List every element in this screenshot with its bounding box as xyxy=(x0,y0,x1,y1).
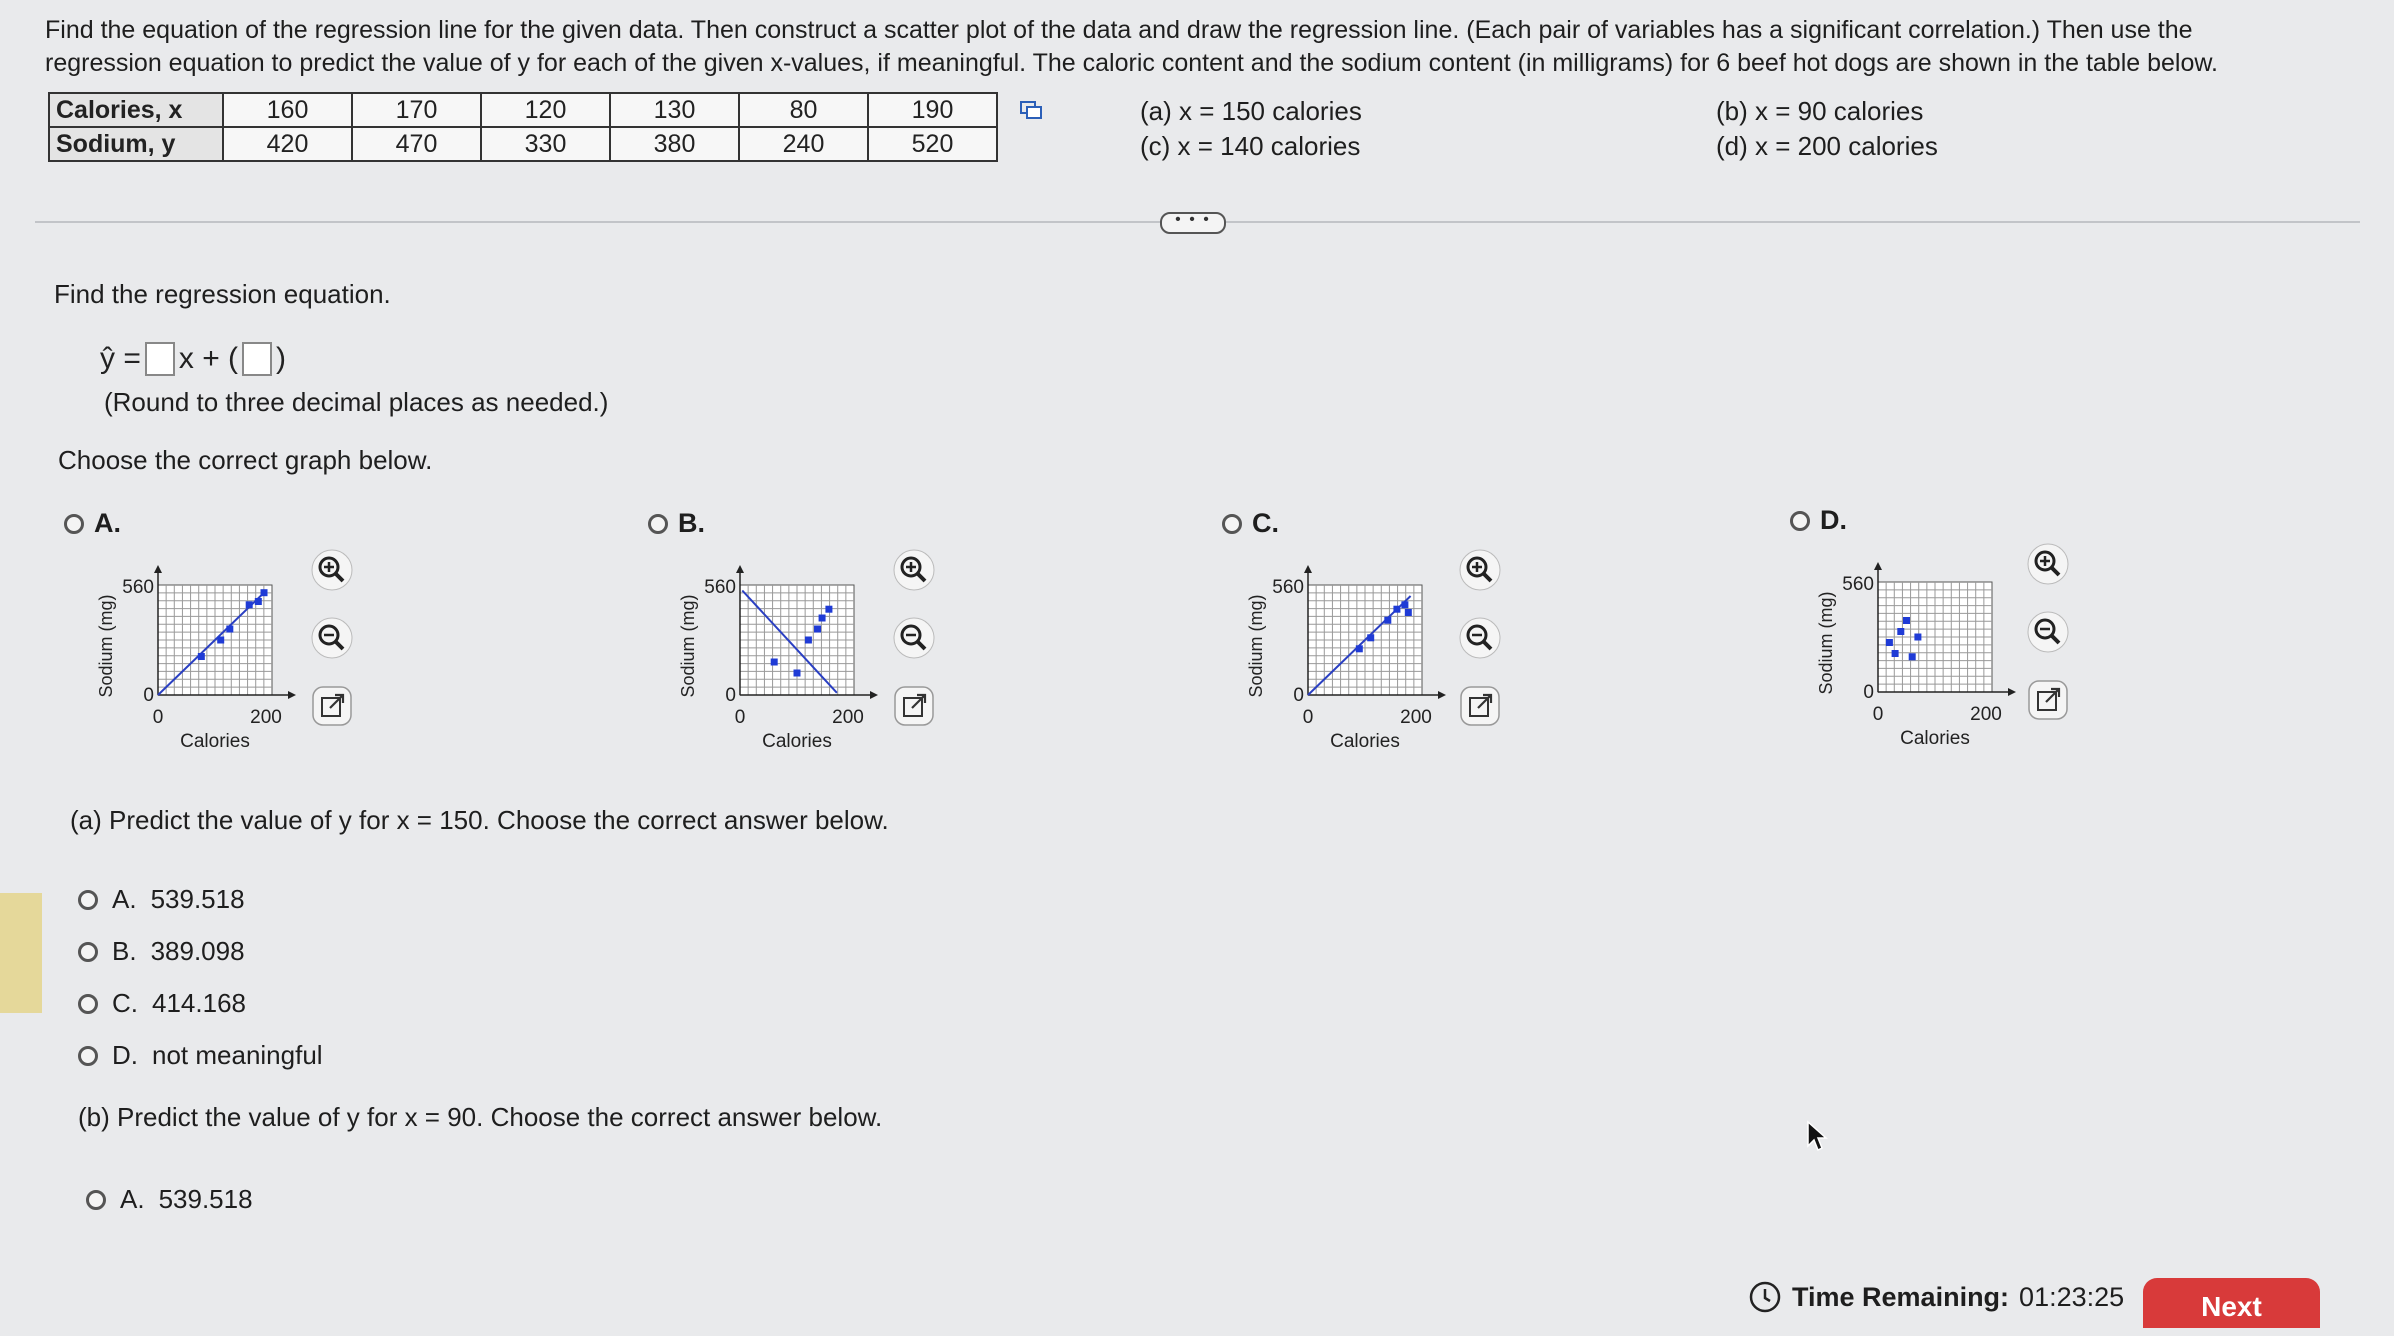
x-axis-label: Calories xyxy=(1330,731,1400,752)
x-tick-label: 200 xyxy=(832,707,864,728)
y-origin-label: 0 xyxy=(1863,682,1874,703)
yhat-label: ŷ = xyxy=(100,342,141,375)
part-a-text: (a) x = 150 calories xyxy=(1140,96,1362,126)
table-cell: 470 xyxy=(352,127,481,161)
data-point xyxy=(1384,617,1391,624)
table-cell: 120 xyxy=(481,93,610,127)
answer-a-option-b[interactable] xyxy=(78,936,245,967)
option-letter: A. xyxy=(120,1184,145,1214)
table-cell: 420 xyxy=(223,127,352,161)
y-axis-label: Sodium (mg) xyxy=(678,594,698,698)
data-point xyxy=(1914,634,1921,641)
timer xyxy=(1748,1280,2124,1314)
data-point xyxy=(1903,617,1910,624)
table-cell: 160 xyxy=(223,93,352,127)
question-a-prompt: (a) Predict the value of y for x = 150. Choose the correct answer below. xyxy=(70,805,889,835)
zoom-out-icon[interactable] xyxy=(2026,610,2070,654)
x-tick-label: 200 xyxy=(250,707,282,728)
y-axis-label: Sodium (mg) xyxy=(96,594,116,698)
slope-input[interactable] xyxy=(145,342,175,376)
problem-statement xyxy=(45,14,2345,80)
mouse-cursor-icon xyxy=(1806,1120,1828,1152)
x-tick-label: 200 xyxy=(1970,704,2002,725)
data-table xyxy=(48,92,998,162)
question-b-prompt: (b) Predict the value of y for x = 90. Choose the correct answer below. xyxy=(78,1102,883,1132)
option-letter: A. xyxy=(94,508,121,538)
table-cell: 520 xyxy=(868,127,997,161)
data-point xyxy=(246,601,253,608)
problem-line-1: Find the equation of the regression line for the given data. Then construct a scatter plot of the data and draw the regression line. (Each pair of variables has a significant correlation.) Then use the xyxy=(45,16,2193,44)
x-origin-label: 0 xyxy=(734,707,746,728)
data-point xyxy=(771,659,778,666)
data-point xyxy=(819,615,826,622)
table-row xyxy=(49,93,997,127)
table-cell: 130 xyxy=(610,93,739,127)
data-point xyxy=(814,626,821,633)
graph-option-3[interactable] xyxy=(1222,508,1279,539)
data-point xyxy=(1356,645,1363,652)
radio-button[interactable] xyxy=(1222,514,1242,534)
radio-button[interactable] xyxy=(1790,511,1810,531)
regression-prompt: Find the regression equation. xyxy=(54,279,391,309)
radio-button[interactable] xyxy=(64,514,84,534)
x-origin-label: 0 xyxy=(152,707,164,728)
y-tick-label: 560 xyxy=(704,577,736,598)
side-tab xyxy=(0,893,42,1013)
zoom-out-icon[interactable] xyxy=(310,616,354,660)
radio-button[interactable] xyxy=(78,1046,98,1066)
data-point xyxy=(198,653,205,660)
answer-b-option-a[interactable] xyxy=(86,1184,253,1215)
expand-more-button[interactable]: • • • xyxy=(1160,212,1226,234)
answer-a-option-c[interactable] xyxy=(78,988,246,1019)
scatter-plot-4 xyxy=(1806,552,2036,752)
y-tick-label: 560 xyxy=(1842,574,1874,595)
y-header: Sodium, y xyxy=(49,127,223,161)
copy-table-icon[interactable] xyxy=(1020,101,1042,119)
zoom-in-icon[interactable] xyxy=(1458,548,1502,592)
x-origin-label: 0 xyxy=(1872,704,1884,725)
radio-button[interactable] xyxy=(78,994,98,1014)
zoom-in-icon[interactable] xyxy=(310,548,354,592)
data-point xyxy=(226,626,233,633)
table-cell: 330 xyxy=(481,127,610,161)
scatter-plot-2 xyxy=(668,555,898,755)
data-point xyxy=(1405,609,1412,616)
data-point xyxy=(1897,628,1904,635)
option-letter: B. xyxy=(112,936,137,966)
table-cell: 190 xyxy=(868,93,997,127)
data-point xyxy=(1367,634,1374,641)
option-letter: D. xyxy=(112,1040,138,1070)
x-axis-label: Calories xyxy=(1900,728,1970,749)
part-c-text: (c) x = 140 calories xyxy=(1140,131,1361,161)
option-letter: B. xyxy=(678,508,705,538)
part-d-text: (d) x = 200 calories xyxy=(1716,131,1938,161)
y-axis-label: Sodium (mg) xyxy=(1246,594,1266,698)
close-paren: ) xyxy=(276,342,287,375)
data-point xyxy=(1393,606,1400,613)
graph-option-4[interactable] xyxy=(1790,505,1847,536)
data-point xyxy=(794,670,801,677)
table-cell: 380 xyxy=(610,127,739,161)
timer-label: Time Remaining: xyxy=(1792,1281,2010,1312)
option-value: 539.518 xyxy=(150,884,245,914)
round-note: (Round to three decimal places as needed.) xyxy=(104,387,609,417)
option-letter: D. xyxy=(1820,505,1847,535)
zoom-in-icon[interactable] xyxy=(2026,542,2070,586)
problem-line-2: regression equation to predict the value of y for each of the given x-values, if meaningful. The caloric content and the sodium content (in milligrams) for 6 beef hot dogs are shown in the table below. xyxy=(45,49,2218,77)
open-external-icon[interactable] xyxy=(2026,678,2070,722)
scatter-plot-1 xyxy=(86,555,316,755)
radio-button[interactable] xyxy=(78,942,98,962)
radio-button[interactable] xyxy=(86,1190,106,1210)
next-button[interactable]: Next xyxy=(2143,1278,2320,1328)
option-value: 539.518 xyxy=(158,1184,253,1214)
graph-option-2[interactable] xyxy=(648,508,705,539)
regression-equation xyxy=(100,342,286,376)
y-axis-label: Sodium (mg) xyxy=(1816,591,1836,695)
open-external-icon[interactable] xyxy=(892,684,936,728)
intercept-input[interactable] xyxy=(242,342,272,376)
x-axis-label: Calories xyxy=(762,731,832,752)
option-letter: C. xyxy=(1252,508,1279,538)
x-tick-label: 200 xyxy=(1400,707,1432,728)
data-point xyxy=(1909,653,1916,660)
radio-button[interactable] xyxy=(78,890,98,910)
scatter-plot-3 xyxy=(1236,555,1466,755)
data-point xyxy=(1892,650,1899,657)
clock-icon xyxy=(1748,1280,1782,1314)
table-row xyxy=(49,127,997,161)
x-plus-label: x + ( xyxy=(178,342,239,375)
zoom-out-icon[interactable] xyxy=(892,616,936,660)
option-value: 389.098 xyxy=(150,936,245,966)
zoom-in-icon[interactable] xyxy=(892,548,936,592)
x-axis-label: Calories xyxy=(180,731,250,752)
y-origin-label: 0 xyxy=(725,685,736,706)
answer-a-option-d[interactable] xyxy=(78,1040,323,1071)
y-tick-label: 560 xyxy=(1272,577,1304,598)
option-letter: C. xyxy=(112,988,138,1018)
data-point xyxy=(805,637,812,644)
y-origin-label: 0 xyxy=(143,685,154,706)
part-b-text: (b) x = 90 calories xyxy=(1716,96,1924,126)
x-header: Calories, x xyxy=(49,93,223,127)
graph-option-1[interactable] xyxy=(64,508,121,539)
zoom-out-icon[interactable] xyxy=(1458,616,1502,660)
y-origin-label: 0 xyxy=(1293,685,1304,706)
option-letter: A. xyxy=(112,884,137,914)
data-point xyxy=(1886,639,1893,646)
y-tick-label: 560 xyxy=(122,577,154,598)
data-point xyxy=(261,589,268,596)
radio-button[interactable] xyxy=(648,514,668,534)
data-point xyxy=(255,598,262,605)
table-cell: 240 xyxy=(739,127,868,161)
option-value: 414.168 xyxy=(152,988,246,1018)
timer-value: 01:23:25 xyxy=(2019,1281,2125,1312)
table-cell: 170 xyxy=(352,93,481,127)
option-value: not meaningful xyxy=(152,1040,323,1070)
x-origin-label: 0 xyxy=(1302,707,1314,728)
answer-a-option-a[interactable] xyxy=(78,884,245,915)
open-external-icon[interactable] xyxy=(1458,684,1502,728)
open-external-icon[interactable] xyxy=(310,684,354,728)
data-point xyxy=(1401,601,1408,608)
data-point xyxy=(217,637,224,644)
graph-prompt: Choose the correct graph below. xyxy=(58,445,433,475)
data-point xyxy=(825,606,832,613)
table-cell: 80 xyxy=(739,93,868,127)
